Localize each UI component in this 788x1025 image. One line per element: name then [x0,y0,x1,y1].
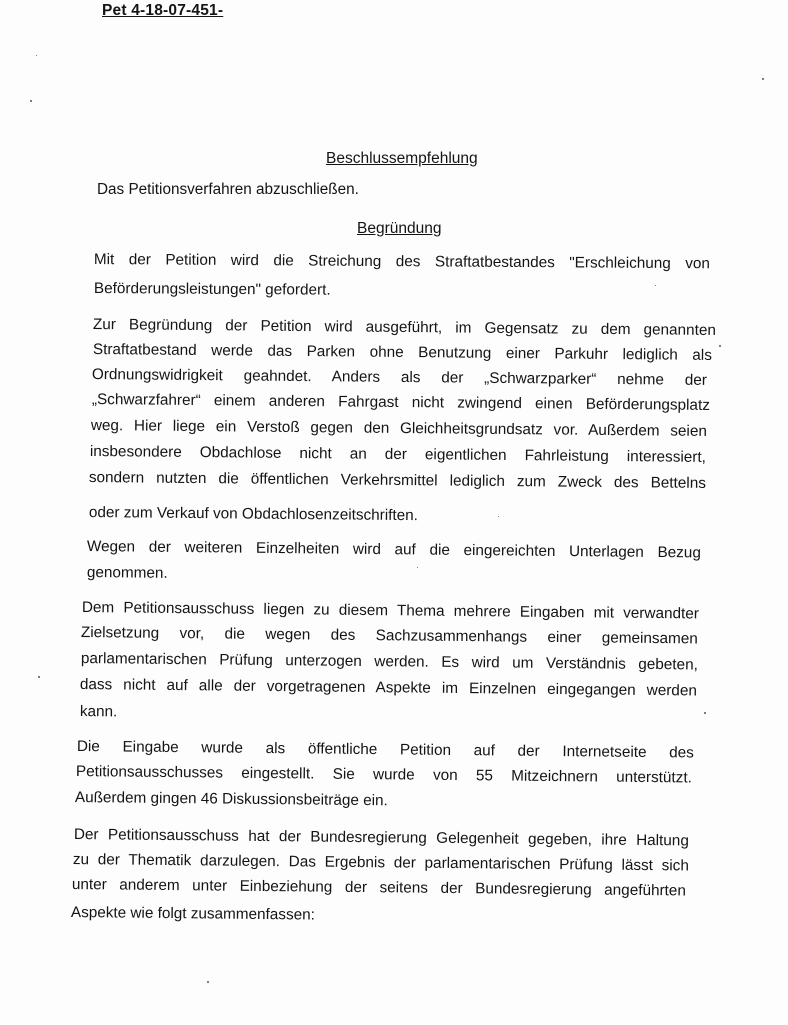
paragraph-1-line-1: Mit der Petition wird die Streichung des Straftatbestandes "Erschleichung von [93,251,710,273]
scan-speck [655,285,656,286]
recommendation-heading: Beschlussempfehlung [326,150,478,167]
paragraph-2-line-6: insbesondere Obdachlose nicht an der eigentlichen Fahrleistung interessiert, [89,443,706,466]
paragraph-6-line-4: Aspekte wie folgt zusammenfassen: [70,904,316,924]
scan-speck [38,676,40,678]
paragraph-2-line-4: „Schwarzfahrer“ einem anderen Fahrgast nicht zwingend einen Beförderungsplatz [91,391,710,414]
scan-speck [704,712,706,714]
paragraph-1-line-2: Beförderungsleistungen" gefordert. [93,280,331,299]
paragraph-3-line-2: genommen. [86,564,168,582]
scan-speck [498,516,499,517]
scan-speck [719,345,721,347]
scan-speck [762,78,764,80]
paragraph-2-line-5: weg. Hier liege ein Verstoß gegen den Gleichheitsgrundsatz vor. Außerdem seien [90,417,707,440]
paragraph-4-line-4: dass nicht auf alle der vorgetragenen Aspekte im Einzelnen eingegangen werden [79,676,697,700]
scan-speck [207,981,209,983]
scan-speck [417,567,418,568]
paragraph-2-line-2: Straftatbestand werde das Parken ohne Benutzung einer Parkuhr lediglich als [92,341,712,364]
petition-reference: Pet 4-18-07-451- [102,2,224,19]
scan-speck [36,55,37,56]
paragraph-2-line-1: Zur Begründung der Petition wird ausgeführt, im Gegensatz zu dem genannten [92,316,716,339]
paragraph-6-line-1: Der Petitionsausschuss hat der Bundesregierung Gelegenheit gegeben, ihre Haltung [73,826,689,850]
paragraph-4-line-2: Zielsetzung vor, die wegen des Sachzusammenhangs einer gemeinsamen [80,624,698,648]
scan-speck [30,100,32,102]
paragraph-5-line-1: Die Eingabe wurde als öffentliche Petition auf der Internetseite des [76,738,694,762]
paragraph-2-line-7: sondern nutzten die öffentlichen Verkehrsmittel lediglich zum Zweck des Bettelns [88,469,706,492]
reasoning-heading: Begründung [357,220,442,237]
paragraph-5-line-3: Außerdem gingen 46 Diskussionsbeiträge ein. [74,789,388,810]
paragraph-4-line-1: Dem Petitionsausschuss liegen zu diesem Thema mehrere Eingaben mit verwandter [81,599,699,623]
paragraph-2-line-3: Ordnungswidrigkeit geahndet. Anders als der „Schwarzparker“ nehme der [91,366,707,389]
paragraph-6-line-2: zu der Thematik darzulegen. Das Ergebnis der parlamentarischen Prüfung lässt sich [72,851,689,875]
paragraph-2-line-8: oder zum Verkauf von Obdachlosenzeitschriften. [88,504,419,525]
paragraph-5-line-2: Petitionsausschusses eingestellt. Sie wurde von 55 Mitzeichnern unterstützt. [75,763,692,787]
paragraph-4-line-5: kann. [79,703,118,721]
paragraph-4-line-3: parlamentarischen Prüfung unterzogen werden. Es wird um Verständnis gebeten, [80,650,698,674]
recommendation-text: Das Petitionsverfahren abzuschließen. [97,181,359,198]
paragraph-3-line-1: Wegen der weiteren Einzelheiten wird auf die eingereichten Unterlagen Bezug [86,538,701,562]
paragraph-6-line-3: unter anderem unter Einbeziehung der seitens der Bundesregierung angeführten [71,876,686,900]
